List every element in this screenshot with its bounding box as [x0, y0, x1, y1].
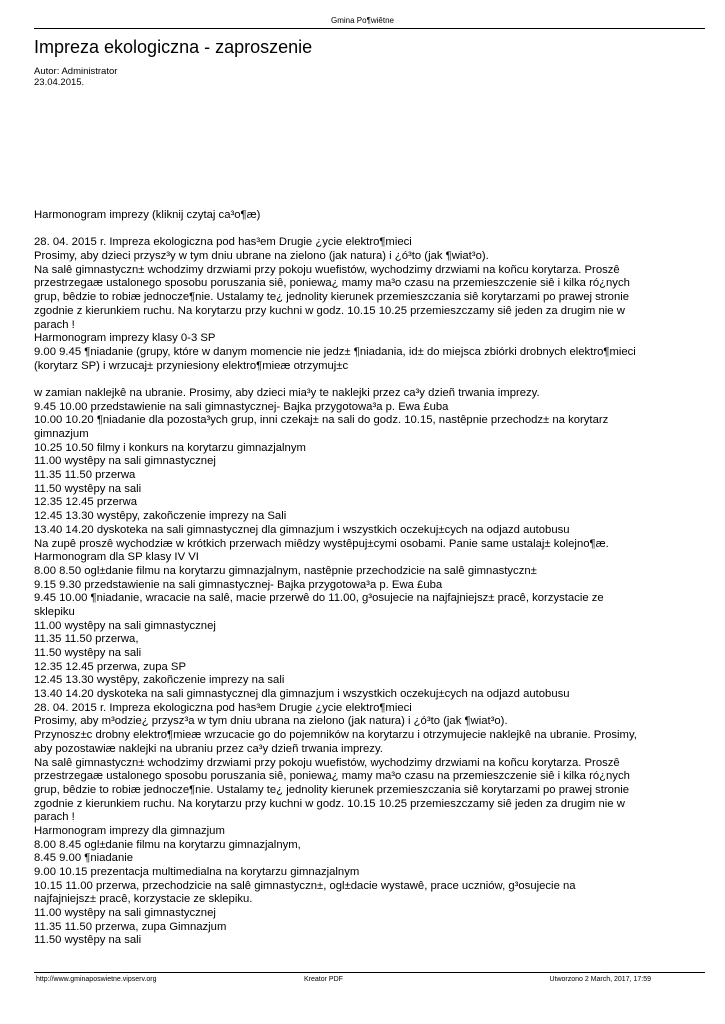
date-line: 23.04.2015.: [34, 77, 85, 88]
body-line: 11.50 wystêpy na sali: [34, 482, 142, 495]
body-line: w zamian naklejkê na ubranie. Prosimy, aby dzieci mia³y te naklejki przez ca³y dzieñ trwania imprezy.: [34, 386, 540, 399]
body-line: 11.50 wystêpy na sali: [34, 934, 142, 947]
blank-line: [34, 373, 699, 387]
body-line: parach !: [34, 318, 75, 331]
body-line: 8.00 8.45 ogl±danie filmu na korytarzu gimnazjalnym,: [34, 838, 301, 851]
body-line: grup, bêdzie to robiæ jednocze¶nie. Ustalamy te¿ jednolity kierunek przemieszczania siê korytarzami po prawej stronie: [34, 783, 630, 796]
body-line: 11.00 wystêpy na sali gimnastycznej: [34, 907, 216, 920]
footer-created: Utworzono 2 March, 2017, 17:59: [549, 976, 651, 983]
body-line: Harmonogram dla SP klasy IV VI: [34, 551, 199, 564]
footer-divider: [34, 972, 705, 973]
body-line: 9.00 9.45 ¶niadanie (grupy, które w danym momencie nie jedz± ¶niadania, id± do miejsca zbiórki drobnych elektro¶mieci: [34, 345, 636, 358]
article-meta: [34, 66, 117, 88]
body-line: (korytarz SP) i wrzucaj± przyniesiony elektro¶mieæ otrzymuj±c: [34, 359, 349, 372]
body-line: 11.00 wystêpy na sali gimnastycznej: [34, 619, 216, 632]
body-line: 10.15 11.00 przerwa, przechodzicie na salê gimnastyczn±, ogl±dacie wystawê, prace uczniów, g³osujecie na: [34, 879, 576, 892]
author-line: Autor: Administrator: [34, 66, 118, 77]
body-line: 11.00 wystêpy na sali gimnastycznej: [34, 455, 216, 468]
body-line: 8.45 9.00 ¶niadanie: [34, 852, 134, 865]
body-line: Harmonogram imprezy dla gimnazjum: [34, 824, 225, 837]
body-line: 12.45 13.30 wystêpy, zakoñczenie imprezy na Sali: [34, 510, 287, 523]
body-line: 10.25 10.50 filmy i konkurs na korytarzu gimnazjalnym: [34, 441, 306, 454]
body-line: 12.35 12.45 przerwa: [34, 496, 137, 509]
page-title: Impreza ekologiczna - zaproszenie: [34, 37, 313, 57]
body-line: Harmonogram imprezy (kliknij czytaj ca³o¶æ): [34, 209, 261, 221]
body-line: grup, bêdzie to robiæ jednocze¶nie. Ustalamy te¿ jednolity kierunek przemieszczania siê korytarzami po prawej stronie: [34, 291, 630, 304]
body-line: 10.00 10.20 ¶niadanie dla pozosta³ych grup, inni czekaj± na sali do godz. 10.15, nastêpnie przechodz± na korytarz: [34, 414, 609, 427]
body-line: 11.35 11.50 przerwa,: [34, 633, 139, 646]
body-line: Na salê gimnastyczn± wchodzimy drzwiami przy pokoju wuefistów, wychodzimy drzwiami na koñcu korytarza. Proszê: [34, 263, 620, 276]
body-line: 13.40 14.20 dyskoteka na sali gimnastycznej dla gimnazjum i wszystkich oczekuj±cych na odjazd autobusu: [34, 523, 570, 536]
body-line: przestrzegaæ ustalonego sposobu poruszania siê, poniewa¿ mamy ma³o czasu na przemieszczenie siê i kilka ró¿nych: [34, 770, 630, 783]
body-line: 9.45 10.00 ¶niadanie, wracacie na salê, macie przerwê do 11.00, g³osujecie na najfajniejsz± pracê, korzystacie ze: [34, 592, 604, 605]
article-body: [34, 209, 699, 948]
body-line: Prosimy, aby dzieci przysz³y w tym dniu ubrane na zielono (jak natura) i ¿ó³to (jak ¶wiat³o).: [34, 250, 489, 263]
body-line: przestrzegaæ ustalonego sposobu poruszania siê, poniewa¿ mamy ma³o czasu na przemieszczenie siê i kilka ró¿nych: [34, 277, 630, 290]
footer-generator: Kreator PDF: [304, 976, 343, 983]
body-line: zgodnie z kierunkiem ruchu. Na korytarzu przy kuchni w godz. 10.15 10.25 przemieszczamy siê jeden za drugim nie w: [34, 797, 625, 810]
body-line: 12.45 13.30 wystêpy, zakoñczenie imprezy na sali: [34, 674, 285, 687]
header-divider: [34, 28, 705, 29]
body-line: 11.50 wystêpy na sali: [34, 647, 142, 659]
body-line: 13.40 14.20 dyskoteka na sali gimnastycznej dla gimnazjum i wszystkich oczekuj±cych na odjazd autobusu: [34, 688, 570, 701]
footer-url[interactable]: http://www.gminaposwietne.vipserv.org: [36, 976, 157, 983]
body-line: gimnazjum: [34, 428, 89, 440]
body-line: 8.00 8.50 ogl±danie filmu na korytarzu gimnazjalnym, nastêpnie przechodzicie na salê gimnastyczn±: [34, 564, 537, 577]
body-line: 28. 04. 2015 r. Impreza ekologiczna pod has³em Drugie ¿ycie elektro¶mieci: [34, 236, 412, 249]
body-line: Przynosz±c drobny elektro¶mieæ wrzucacie go do pojemników na korytarzu i otrzymujecie naklejkê na ubranie. Prosimy,: [34, 729, 637, 742]
body-line: Na salê gimnastyczn± wchodzimy drzwiami przy pokoju wuefistów, wychodzimy drzwiami na koñcu korytarza. Proszê: [34, 756, 620, 769]
body-line: parach !: [34, 811, 75, 824]
body-line: zgodnie z kierunkiem ruchu. Na korytarzu przy kuchni w godz. 10.15 10.25 przemieszczamy siê jeden za drugim nie w: [34, 304, 625, 317]
body-line: najfajniejsz± pracê, korzystacie ze sklepiku.: [34, 893, 253, 906]
body-line: 9.00 10.15 prezentacja multimedialna na korytarzu gimnazjalnym: [34, 866, 360, 878]
body-line: Prosimy, aby m³odzie¿ przysz³a w tym dniu ubrana na zielono (jak natura) i ¿ó³to (jak ¶wiat³o).: [34, 715, 508, 728]
body-line: 9.45 10.00 przedstawienie na sali gimnastycznej- Bajka przygotowa³a p. Ewa £uba: [34, 400, 449, 413]
body-line: Harmonogram imprezy klasy 0-3 SP: [34, 332, 216, 345]
blank-line: [34, 223, 699, 237]
body-line: 12.35 12.45 przerwa, zupa SP: [34, 660, 186, 673]
body-line: 28. 04. 2015 r. Impreza ekologiczna pod has³em Drugie ¿ycie elektro¶mieci: [34, 701, 412, 714]
body-line: aby pozostawiæ naklejki na ubraniu przez ca³y dzieñ trwania imprezy.: [34, 742, 383, 755]
body-line: 11.35 11.50 przerwa: [34, 469, 136, 482]
body-line: 9.15 9.30 przedstawienie na sali gimnastycznej- Bajka przygotowa³a p. Ewa £uba: [34, 578, 443, 591]
site-name: Gmina Po¶wiêtne: [331, 16, 394, 25]
body-line: Na zupê proszê wychodziæ w krótkich przerwach miêdzy wystêpuj±cymi osobami. Panie same ustalaj± kolejno¶æ.: [34, 537, 609, 550]
body-line: 11.35 11.50 przerwa, zupa Gimnazjum: [34, 920, 227, 933]
body-line: sklepiku: [34, 605, 75, 618]
